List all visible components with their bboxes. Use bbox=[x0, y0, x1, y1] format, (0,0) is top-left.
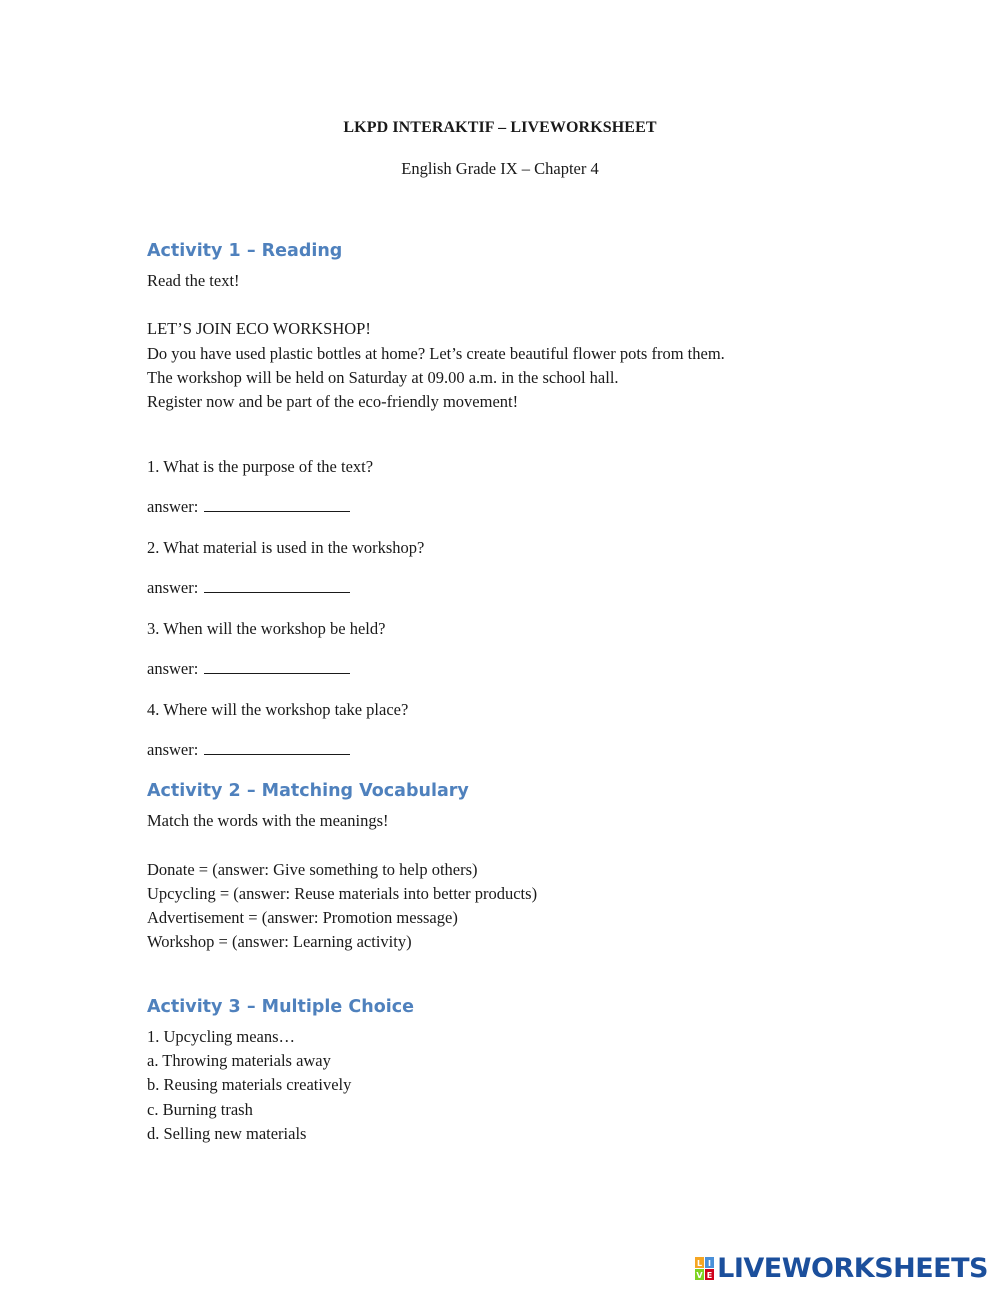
answer-row-1 bbox=[147, 497, 350, 517]
answer-label: answer: bbox=[147, 497, 199, 516]
answer-row-2 bbox=[147, 578, 350, 598]
reading-text-line: Register now and be part of the eco-friendly movement! bbox=[147, 392, 519, 411]
answer-blank-3[interactable] bbox=[204, 659, 350, 674]
svg-text:E: E bbox=[706, 1271, 713, 1280]
activity-2-heading: Activity 2 – Matching Vocabulary bbox=[147, 781, 469, 801]
answer-row-3 bbox=[147, 659, 350, 679]
activity-3-heading: Activity 3 – Multiple Choice bbox=[147, 997, 414, 1017]
question-1: 1. What is the purpose of the text? bbox=[147, 457, 374, 476]
question-4: 4. Where will the workshop take place? bbox=[147, 700, 409, 719]
mc-option-d[interactable]: d. Selling new materials bbox=[147, 1124, 307, 1143]
vocab-pair[interactable]: Donate = (answer: Give something to help others) bbox=[147, 860, 478, 879]
liveworksheets-logo-icon bbox=[695, 1257, 715, 1281]
activity-1-instruction: Read the text! bbox=[147, 271, 240, 290]
svg-text:V: V bbox=[696, 1271, 703, 1280]
answer-label: answer: bbox=[147, 740, 199, 759]
mc-option-c[interactable]: c. Burning trash bbox=[147, 1100, 253, 1119]
reading-text-line: Do you have used plastic bottles at home? Let’s create beautiful flower pots from them. bbox=[147, 344, 725, 363]
liveworksheets-logo bbox=[695, 1254, 988, 1284]
svg-text:L: L bbox=[697, 1259, 703, 1268]
mc-option-b[interactable]: b. Reusing materials creatively bbox=[147, 1075, 352, 1094]
answer-blank-4[interactable] bbox=[204, 740, 350, 755]
worksheet-title: LKPD INTERAKTIF – LIVEWORKSHEET bbox=[343, 119, 657, 136]
answer-blank-1[interactable] bbox=[204, 497, 350, 512]
reading-text-line: The workshop will be held on Saturday at 09.00 a.m. in the school hall. bbox=[147, 368, 619, 387]
answer-label: answer: bbox=[147, 659, 199, 678]
vocab-pair[interactable]: Upcycling = (answer: Reuse materials into better products) bbox=[147, 884, 538, 903]
activity-2-instruction: Match the words with the meanings! bbox=[147, 811, 389, 830]
svg-text:I: I bbox=[708, 1259, 712, 1268]
worksheet-subtitle: English Grade IX – Chapter 4 bbox=[401, 159, 599, 178]
activity-1-heading: Activity 1 – Reading bbox=[147, 241, 343, 261]
question-3: 3. When will the workshop be held? bbox=[147, 619, 386, 638]
mc-option-a[interactable]: a. Throwing materials away bbox=[147, 1051, 331, 1070]
mc-question-1: 1. Upcycling means… bbox=[147, 1027, 296, 1046]
answer-row-4 bbox=[147, 740, 350, 760]
answer-label: answer: bbox=[147, 578, 199, 597]
liveworksheets-logo-text: LIVEWORKSHEETS bbox=[717, 1253, 988, 1284]
vocab-pair[interactable]: Workshop = (answer: Learning activity) bbox=[147, 932, 412, 951]
answer-blank-2[interactable] bbox=[204, 578, 350, 593]
reading-text-line: LET’S JOIN ECO WORKSHOP! bbox=[147, 319, 371, 338]
question-2: 2. What material is used in the workshop? bbox=[147, 538, 425, 557]
vocab-pair[interactable]: Advertisement = (answer: Promotion message) bbox=[147, 908, 458, 927]
